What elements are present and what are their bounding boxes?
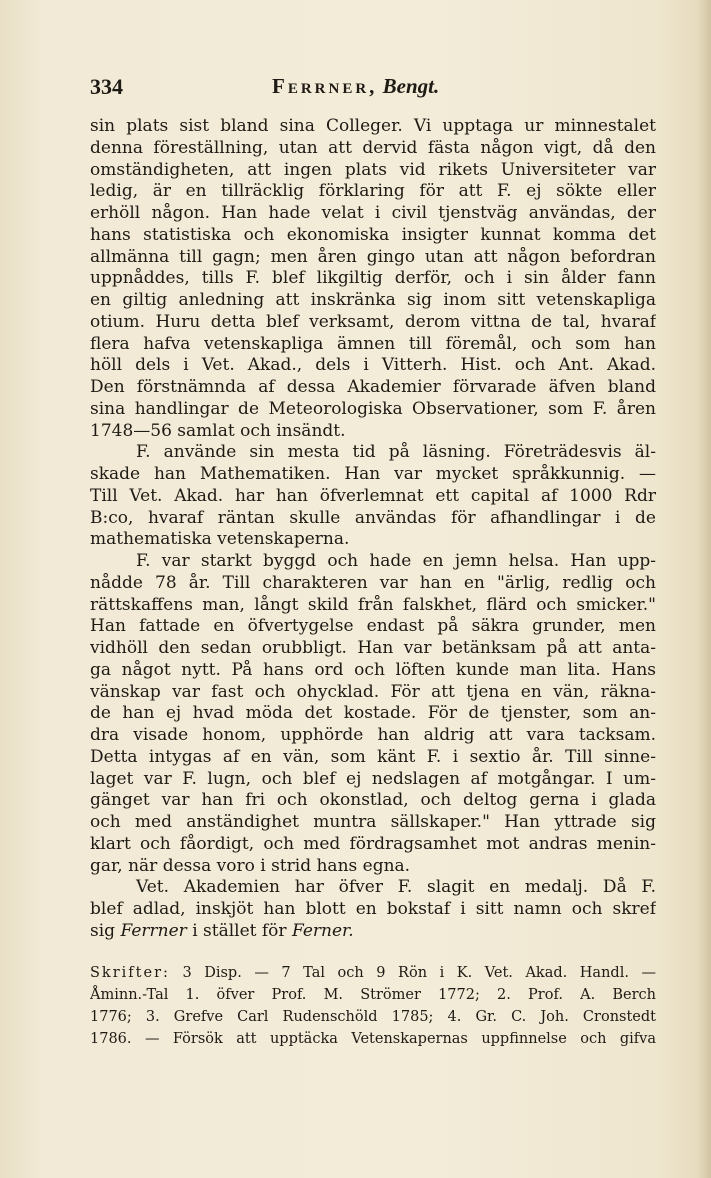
surname-old: Ferner. — [291, 920, 354, 941]
text-line: Den förstnämnda af dessa Akademier förvarade äfven bland — [90, 377, 656, 397]
text-line: ledig, är en tillräcklig förklaring för att F. ej sökte eller — [90, 181, 656, 202]
text-line: Vet. Akademien har öfver F. slagit en medalj. Då F. — [136, 877, 656, 898]
text-line: sin plats sist bland sina Colleger. Vi upptaga ur minnestalet — [90, 116, 656, 136]
text-line: erhöll någon. Han hade velat i civil tjenstväg användas, der — [90, 203, 656, 223]
text-line: gar, när dessa voro i strid hans egna. — [90, 855, 411, 876]
sources-label: Skrifter: — [90, 965, 170, 981]
text-line: dra visade honom, upphörde han aldrig att vara tacksam. — [90, 725, 656, 745]
source-line: 1776; 3. Grefve Carl Rudenschöld 1785; 4. Gr. C. Joh. Cronstedt — [90, 1009, 656, 1025]
text-line: blef adlad, inskjöt han blott en bokstaf i sitt namn och skref — [90, 899, 656, 919]
text-line: en giltig anledning att inskränka sig inom sitt vetenskapliga — [90, 290, 656, 310]
text-line: vidhöll den sedan orubbligt. Han var betänksam på att anta- — [90, 638, 656, 658]
text-line: ga något nytt. På hans ord och löften kunde man lita. Hans — [90, 659, 656, 680]
text-line: mathematiska vetenskaperna. — [90, 529, 350, 550]
running-head-name: Bengt. — [382, 74, 440, 98]
surname-new: Ferrner — [120, 920, 187, 941]
text-line: Han fattade en öfvertygelse endast på säkra grunder, men — [90, 616, 656, 637]
text-fragment: i stället för — [192, 920, 287, 941]
text-line: och med anständighet muntra sällskaper." Han yttrade sig — [90, 812, 656, 832]
text-line: sina handlingar de Meteorologiska Observationer, som F. åren — [90, 398, 656, 419]
page-header — [90, 74, 650, 102]
text-line: B:co, hvaraf räntan skulle användas för afhandlingar i de — [90, 507, 656, 528]
text-line: otium. Huru detta blef verksamt, derom vittna de tal, hvaraf — [90, 311, 656, 332]
text-line: flera hafva vetenskapliga ämnen till föremål, och som han — [90, 333, 656, 354]
page-number: 334 — [90, 74, 123, 99]
text-line: F. använde sin mesta tid på läsning. Företrädesvis äl- — [136, 442, 656, 463]
text-line: uppnåddes, tills F. blef likgiltig derför, och i sin ålder fann — [90, 268, 656, 289]
running-head-surname: Ferrner, — [272, 74, 378, 98]
text-line: höll dels i Vet. Akad., dels i Vitterh. Hist. och Ant. Akad. — [90, 355, 656, 376]
source-line: 1786. — Försök att upptäcka Vetenskapernas uppfinnelse och gifva — [90, 1031, 656, 1047]
text-line: nådde 78 år. Till charakteren var han en "ärlig, redlig och — [90, 572, 656, 593]
text-line: Till Vet. Akad. har han öfverlemnat ett capital af 1000 Rdr — [90, 485, 656, 506]
text-line: de han ej hvad möda det kostade. För de tjenster, som an- — [90, 703, 656, 724]
text-line: denna föreställning, utan att dervid fästa någon vigt, då den — [90, 137, 656, 158]
source-line: Åminn.-Tal 1. öfver Prof. M. Strömer 1772; 2. Prof. A. Berch — [90, 987, 656, 1003]
body-text — [90, 116, 656, 943]
text-line-name-change — [90, 921, 656, 943]
source-line — [90, 962, 656, 984]
text-line: Detta intygas af en vän, som känt F. i sextio år. Till sinne- — [90, 746, 656, 767]
sources-section — [90, 962, 656, 1050]
text-line: 1748—56 samlat och insändt. — [90, 420, 346, 441]
text-line: rättskaffens man, långt skild från falskhet, flärd och smicker." — [90, 594, 656, 615]
text-line: omständigheten, att ingen plats vid rikets Universiteter var — [90, 159, 656, 180]
text-line: laget var F. lugn, och blef ej nedslagen af motgångar. I um- — [90, 768, 656, 789]
text-line: allmänna till gagn; men åren gingo utan att någon befordran — [90, 246, 656, 267]
text-fragment: sig — [90, 920, 116, 941]
text-line: gänget var han fri och okonstlad, och deltog gerna i glada — [90, 790, 656, 811]
text-line: skade han Mathematiken. Han var mycket språkkunnig. — — [90, 464, 656, 484]
running-head — [272, 74, 439, 99]
source-text: 3 Disp. — 7 Tal och 9 Rön i K. Vet. Akad. Handl. — — [182, 965, 656, 981]
text-line: vänskap var fast och ohycklad. För att tjena en vän, räkna- — [90, 681, 656, 702]
text-line: F. var starkt byggd och hade en jemn helsa. Han upp- — [136, 551, 656, 571]
text-line: klart och fåordigt, och med fördragsamhet mot andras menin- — [90, 833, 656, 854]
page-edge-shadow — [697, 0, 711, 1178]
text-line: hans statistiska och ekonomiska insigter kunnat komma det — [90, 224, 656, 245]
